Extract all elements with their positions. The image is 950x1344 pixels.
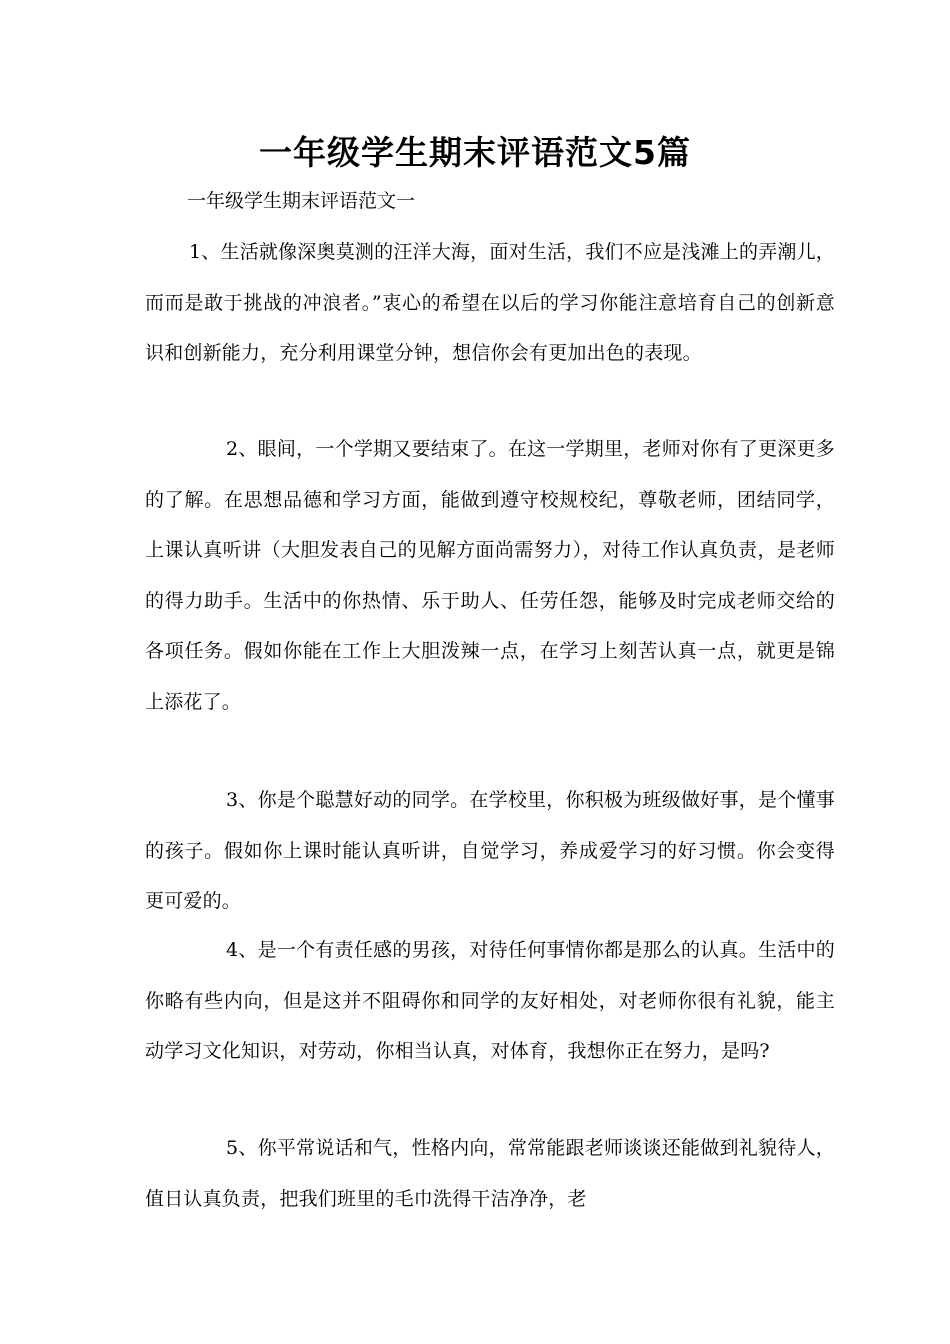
paragraph-2: 2、眼间，一个学期又要结束了。在这一学期里，老师对你有了更深更多的了解。在思想品德和学习方面，能做到遵守校规校纪，尊敬老师，团结同学，上课认真听讲（大胆发表自己的见解方面尚需努力），对待工作认真负责，是老师的得力助手。生活中的你热情、乐于助人、任劳任怨，能够及时完成老师交给的各项任务。假如你能在工作上大胆泼辣一点，在学习上刻苦认真一点，就更是锦上添花了。 bbox=[145, 438, 835, 713]
paragraph-5: 5、你平常说话和气，性格内向，常常能跟老师谈谈还能做到礼貌待人，值日认真负责，把我们班里的毛巾洗得干洁净净，老 bbox=[145, 1137, 835, 1210]
paragraph-3: 3、你是个聪慧好动的同学。在学校里，你积极为班级做好事，是个懂事的孩子。假如你上课时能认真听讲，自觉学习，养成爱学习的好习惯。你会变得更可爱的。 bbox=[145, 789, 835, 913]
document-title: 一年级学生期末评语范文5篇 bbox=[259, 133, 691, 172]
section-subtitle: 一年级学生期末评语范文一 bbox=[187, 190, 416, 212]
paragraph-4: 4、是一个有责任感的男孩，对待任何事情你都是那么的认真。生活中的你略有些内向，但是这并不阻碍你和同学的友好相处，对老师你很有礼貌，能主动学习文化知识，对劳动，你相当认真，对体育，我想你正在努力，是吗? bbox=[145, 939, 835, 1063]
paragraph-1: 1、生活就像深奥莫测的汪洋大海，面对生活，我们不应是浅滩上的弄潮儿，而而是敢于挑战的冲浪者。”衷心的希望在以后的学习你能注意培育自己的创新意识和创新能力，充分利用课堂分钟，想信你会有更加出色的表现。 bbox=[145, 241, 835, 365]
